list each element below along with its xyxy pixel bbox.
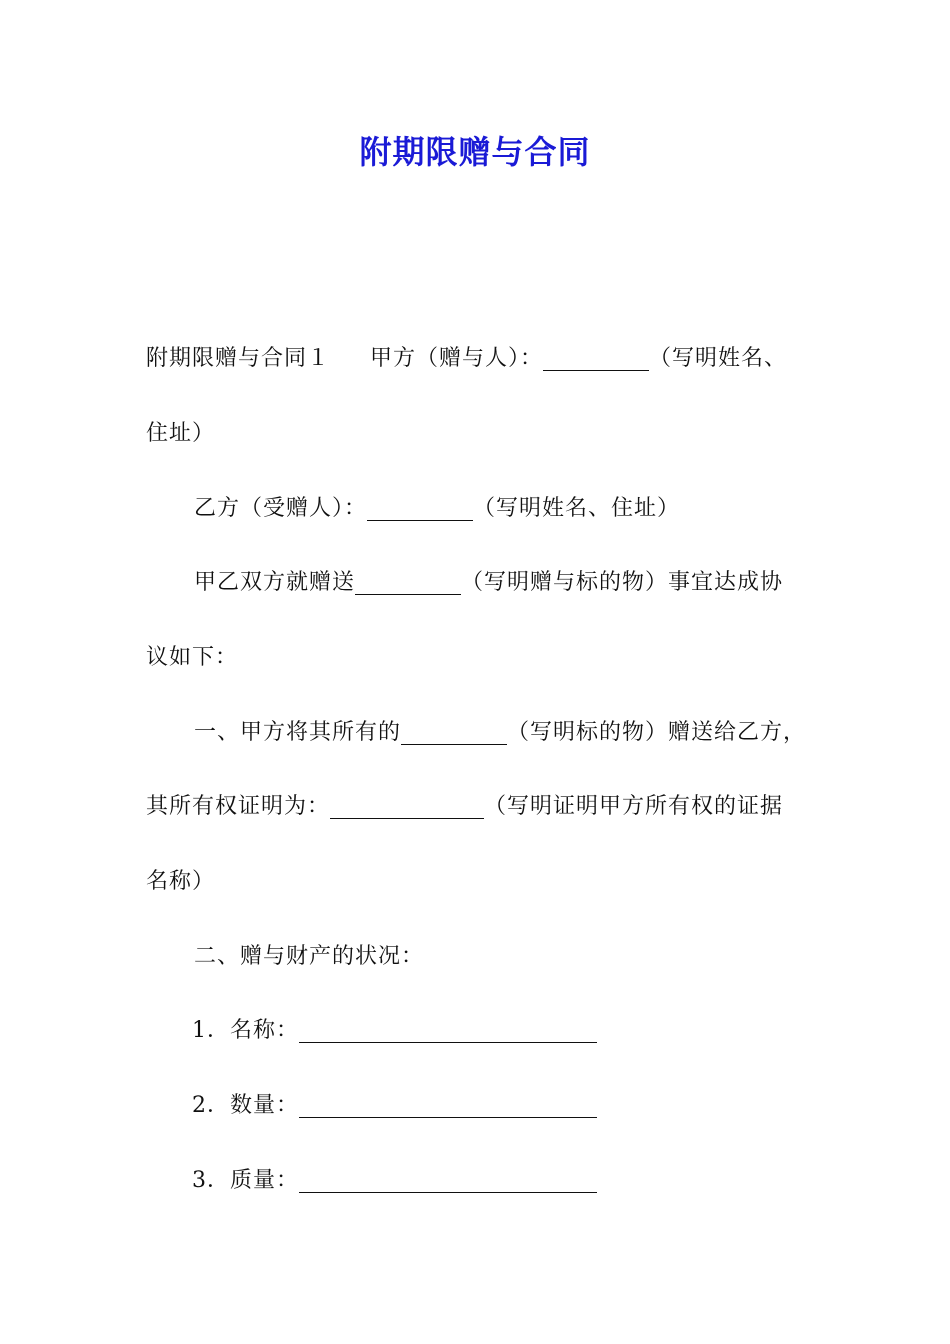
item-quantity-label: 2．数量：: [192, 1093, 299, 1118]
party-a-label: 甲方（赠与人）：: [370, 346, 544, 371]
clause-one-note: （写明标的物）赠送给乙方，: [507, 720, 807, 745]
paragraph-party-a: [146, 343, 787, 375]
contract-label: 附期限赠与合同１: [146, 346, 331, 371]
gift-item-blank: [355, 570, 461, 595]
party-a-blank: [543, 346, 649, 371]
party-b-label: 乙方（受赠人）：: [194, 496, 368, 521]
item-quality: [192, 1165, 597, 1197]
item-quality-blank: [299, 1168, 597, 1193]
clause-one: [194, 717, 806, 749]
clause-one-cont: 名称）: [146, 869, 216, 894]
clause-two-heading: 二、赠与财产的状况：: [194, 944, 425, 969]
paragraph-agreement: [194, 567, 783, 599]
agreement-note: （写明赠与标的物）事宜达成协: [461, 570, 784, 595]
item-quantity-blank: [299, 1093, 597, 1118]
party-a-note: （写明姓名、: [649, 346, 788, 371]
item-name: [192, 1015, 597, 1047]
ownership-label: 其所有权证明为：: [146, 794, 331, 819]
item-quality-label: 3．质量：: [192, 1168, 299, 1193]
item-quantity: [192, 1090, 597, 1122]
party-b-note: （写明姓名、住址）: [473, 496, 681, 521]
ownership-note: （写明证明甲方所有权的证据: [484, 794, 784, 819]
document-title: 附期限赠与合同: [359, 133, 591, 171]
subject-blank: [401, 720, 507, 745]
paragraph-agreement-cont: 议如下：: [146, 645, 239, 670]
item-name-label: 1．名称：: [192, 1018, 299, 1043]
clause-one-text: 一、甲方将其所有的: [194, 720, 402, 745]
agreement-text: 甲乙双方就赠送: [194, 570, 356, 595]
ownership-blank: [330, 794, 484, 819]
party-b-blank: [367, 496, 473, 521]
paragraph-party-b: [194, 493, 680, 525]
paragraph-party-a-cont: 住址）: [146, 421, 216, 446]
clause-one-ownership: [146, 791, 783, 823]
item-name-blank: [299, 1018, 597, 1043]
